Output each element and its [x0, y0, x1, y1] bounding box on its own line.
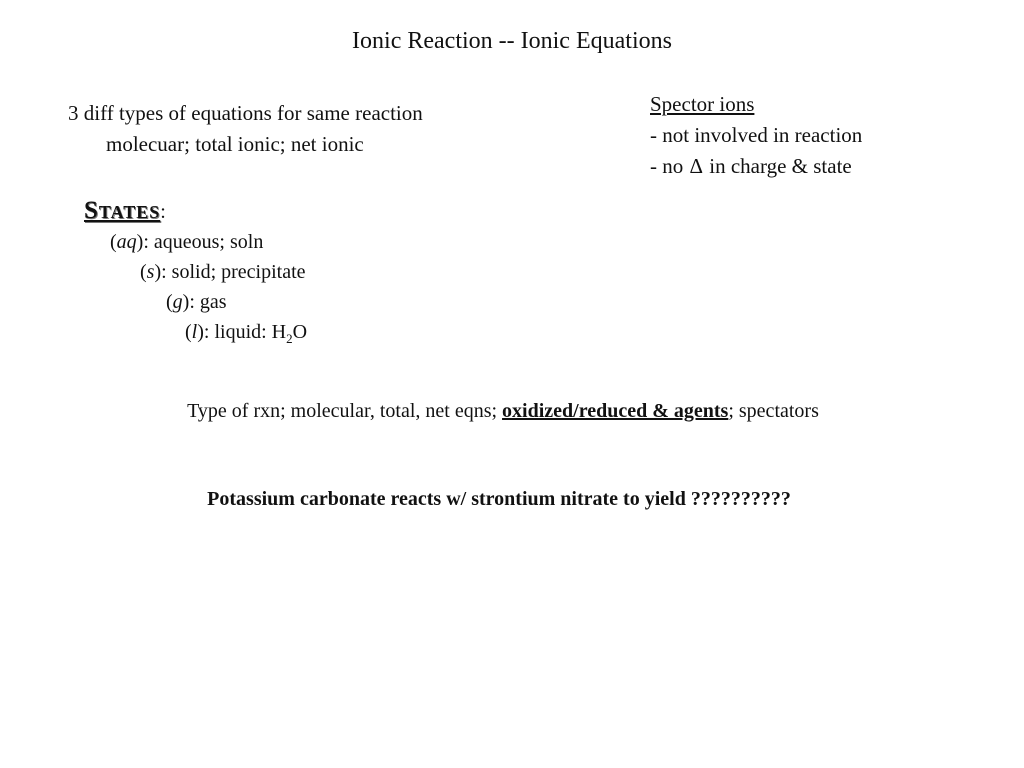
state-open-paren: (	[185, 321, 192, 343]
state-open-paren: (	[110, 231, 117, 253]
state-item-s	[84, 257, 307, 287]
equation-types-list: molecuar; total ionic; net ionic	[106, 132, 364, 156]
spector-ions-point-2	[650, 151, 862, 182]
state-item-g	[84, 287, 307, 317]
spector-ions-point-2-prefix: - no	[650, 154, 689, 178]
spector-ions-block	[650, 89, 862, 182]
states-heading-row	[84, 196, 307, 227]
spector-ions-heading: Spector ions	[650, 92, 755, 116]
state-item-aq	[84, 227, 307, 257]
states-heading: States	[84, 197, 161, 224]
states-heading-colon: :	[160, 201, 166, 223]
spector-ions-point-1: - not involved in reaction	[650, 123, 863, 147]
state-code: g	[172, 291, 183, 313]
state-description: ): aqueous; soln	[136, 231, 264, 253]
state-code: l	[191, 321, 198, 343]
equation-types-block	[68, 98, 423, 160]
spector-ions-point-2-suffix: in charge & state	[704, 154, 852, 178]
water-tail: O	[292, 321, 308, 343]
reaction-topics-line	[0, 396, 1006, 426]
equation-types-line: 3 diff types of equations for same reaction	[68, 101, 423, 125]
reaction-topics-suffix: ; spectators	[728, 400, 819, 422]
state-description: ): solid; precipitate	[154, 261, 306, 283]
delta-symbol: Δ	[689, 154, 704, 178]
reaction-topics-emphasis: oxidized/reduced & agents	[502, 400, 729, 422]
state-code: s	[146, 261, 155, 283]
state-open-paren: (	[140, 261, 147, 283]
state-item-l	[84, 317, 307, 347]
state-description: ): liquid: H	[197, 321, 287, 343]
reaction-topics-prefix: Type of rxn; molecular, total, net eqns;	[187, 400, 503, 422]
state-description: ): gas	[182, 291, 227, 313]
water-subscript: 2	[286, 331, 293, 346]
state-code: aq	[116, 231, 137, 253]
reaction-question: Potassium carbonate reacts w/ strontium nitrate to yield ??????????	[207, 488, 791, 510]
states-block	[84, 196, 307, 347]
state-open-paren: (	[166, 291, 173, 313]
slide-title: Ionic Reaction -- Ionic Equations	[352, 28, 672, 54]
